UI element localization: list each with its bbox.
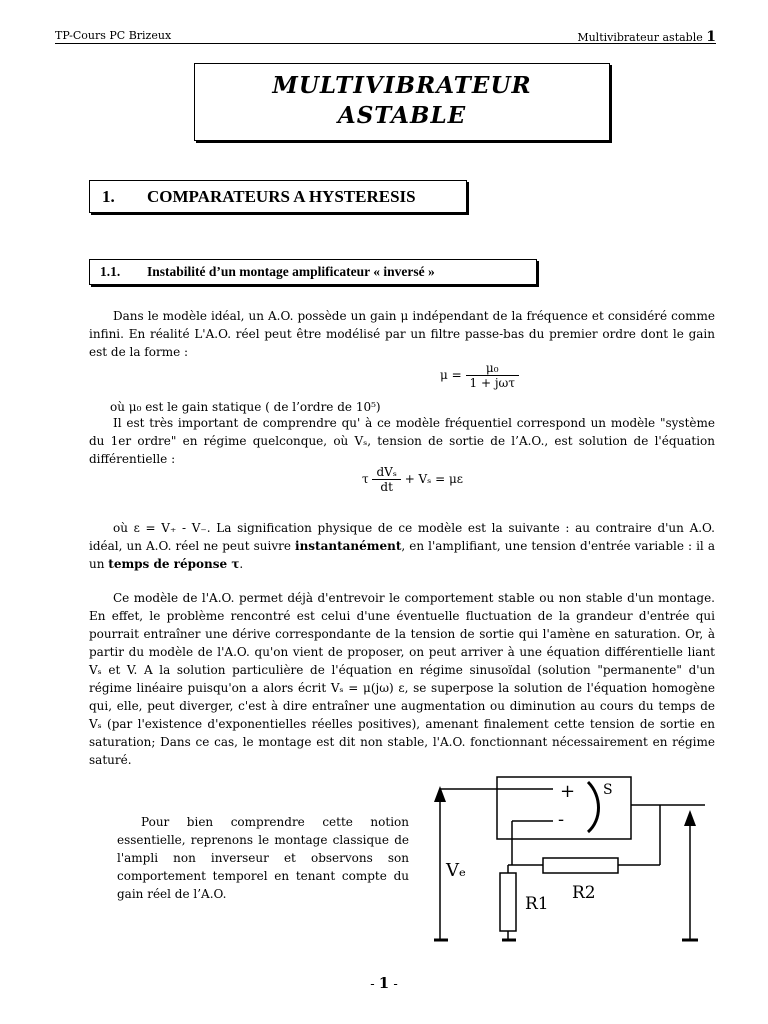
header-page: 1 — [706, 29, 716, 45]
para3-post: . — [239, 557, 244, 571]
header-left: TP-Cours PC Brizeux — [55, 29, 172, 42]
r2-label: R2 — [572, 883, 596, 903]
eq2-rhs: + Vₛ = με — [404, 472, 463, 486]
para3-pre: où ε = V₊ - V₋. La signification physique de ce modèle est la suivante : au contraire d'un A.O. idéal, un A.O. réel ne peut suivre — [89, 521, 715, 553]
circuit-diagram — [420, 770, 720, 950]
header-right-title: Multivibrateur astable — [577, 31, 703, 44]
section-1-1-number: 1.1. — [100, 264, 121, 279]
eq2-numerator: dVₛ — [372, 465, 400, 480]
para3-bold-response: temps de réponse τ — [108, 557, 240, 571]
eq2-denominator: dt — [380, 480, 393, 494]
section-1-number: 1. — [102, 187, 115, 206]
section-1-title: COMPARATEURS A HYSTERESIS — [147, 187, 416, 206]
eq1-lhs: μ = — [440, 368, 462, 382]
eq1-numerator: μ₀ — [466, 361, 519, 376]
title-box — [194, 63, 610, 141]
vs-arrowhead — [684, 810, 696, 826]
paragraph-1: Dans le modèle idéal, un A.O. possède un gain μ indépendant de la fréquence et considéré comme infini. En réalité L'A.O. réel peut être modélisé par un filtre passe-bas du premier ordre dont le gain est de la forme : — [89, 309, 715, 359]
equation-gain — [440, 361, 519, 390]
paragraph-2b: Il est très important de comprendre qu' à ce modèle fréquentiel correspond un modèle "système du 1er ordre" en régime quelconque, où Vₛ, tension de sortie de l’A.O., est solution de l'équation différentielle : — [89, 416, 715, 466]
section-1-1-title: Instabilité d’un montage amplificateur « inversé » — [147, 264, 435, 279]
para3-mid: , en l'amplifiant, une tension d'entrée variable : il a un — [89, 539, 715, 571]
paragraph-4: Ce modèle de l'A.O. permet déjà d'entrevoir le comportement stable ou non stable d'un montage. En effet, le problème rencontré est celui d'une éventuelle fluctuation de la grandeur d'entrée qui pourrait entraîner une dérive correspondante de la tension de sortie qui l'amène en saturation. Or, à partir du modèle de l'A.O. qu'on vient de proposer, on peut arriver à une équation différentielle liant Vₛ et V. A la solution particulière de l'équation en régime sinusoïdal (solution "permanente" d'un régime linéaire puisqu'on a alors écrit Vₛ = μ(jω) ε, se superpose la solution de l'équation homogène qui, elle, peut diverger, c'est à dire entraîner une augmentation ou diminution au cours du temps de Vₛ (par l'existence d'exponentielles réelles positives), amenant finalement cette tension de sortie en saturation; Dans ce cas, le montage est dit non stable, l'A.O. fonctionnant nécessairement en régime saturé. — [89, 591, 715, 767]
resistor-r1 — [500, 873, 516, 931]
para3-bold-instant: instantanément — [295, 539, 402, 553]
page-number — [0, 974, 768, 992]
footer-pre: - — [370, 977, 379, 992]
section-1-heading — [89, 180, 467, 213]
opamp-minus: - — [558, 809, 565, 830]
eq2-tau: τ — [362, 472, 369, 486]
equation-differential — [362, 465, 463, 494]
footer-num: 1 — [378, 974, 390, 992]
opamp-plus: + — [560, 781, 576, 802]
title-line2: ASTABLE — [337, 102, 467, 129]
footer-post: - — [389, 977, 398, 992]
resistor-r2 — [543, 858, 618, 873]
eq1-denominator: 1 + jωτ — [469, 376, 515, 390]
opamp-arc — [588, 782, 599, 832]
paragraph-5: Pour bien comprendre cette notion essentielle, reprenons le montage classique de l'ampli non inverseur et observons son comportement temporel en tenant compte du gain réel de l’A.O. — [117, 815, 409, 901]
paragraph-2a: où μ₀ est le gain statique ( de l’ordre de 10⁵) — [110, 400, 381, 414]
r1-label: R1 — [525, 894, 549, 914]
opamp-s-label: S — [603, 782, 613, 798]
header-rule — [55, 43, 716, 44]
paragraph-3 — [89, 519, 715, 573]
section-1-1-heading — [89, 259, 537, 285]
ve-label: Vₑ — [446, 860, 466, 881]
title-line1: MULTIVIBRATEUR — [272, 72, 532, 99]
